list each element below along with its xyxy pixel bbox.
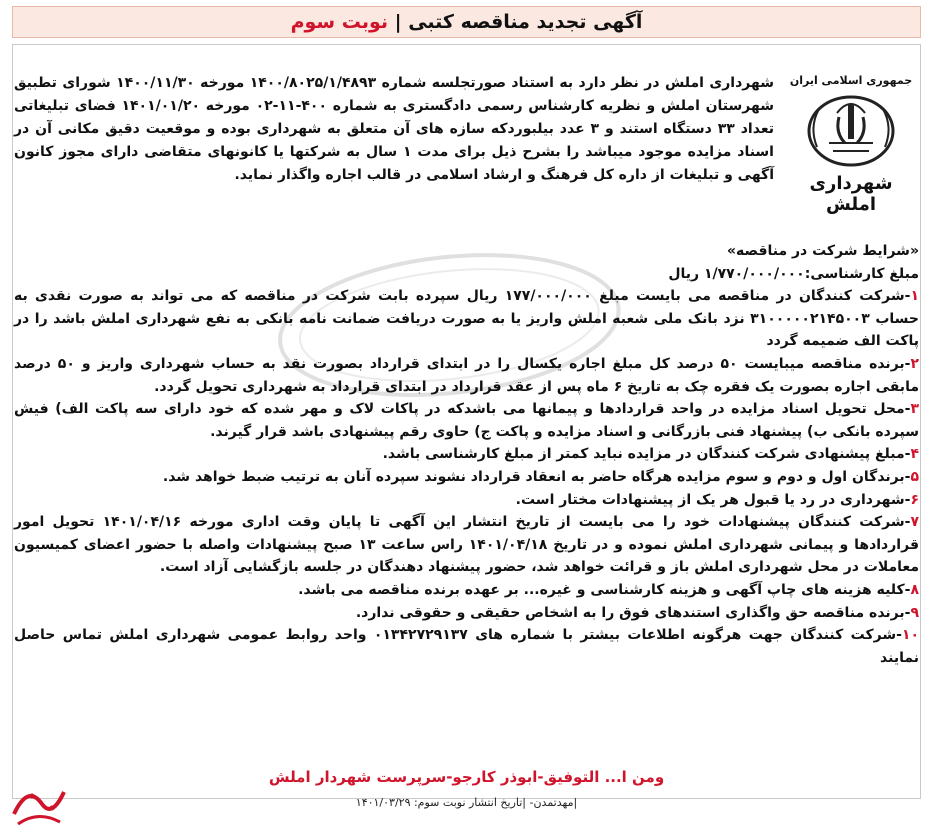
condition-item [14, 466, 919, 489]
newspaper-logo [8, 774, 68, 830]
condition-item [14, 602, 919, 625]
condition-item [14, 353, 919, 398]
expert-amount: مبلغ کارشناسی:۱/۷۷۰/۰۰۰/۰۰۰ ریال [668, 265, 919, 282]
conditions-section [14, 240, 919, 669]
notice-round: نوبت سوم [290, 11, 389, 33]
condition-item [14, 489, 919, 512]
conditions-list [14, 285, 919, 669]
condition-text: -شهرداری در رد یا قبول هر یک از پیشنهادات مختار است. [515, 491, 911, 508]
signature-line: ومن ا... التوفیق-ابوذر کارجو-سرپرست شهردار املش [268, 768, 665, 786]
condition-text: -شرکت کنندگان جهت هرگونه اطلاعات بیشتر با شماره های ۰۱۳۴۲۷۲۹۱۳۷ واحد روابط عمومی شهرداری املش تماس حاصل نمایند [14, 627, 919, 666]
condition-text: -مبلغ پیشنهادی شرکت کنندگان در مزایده نباید کمتر از مبلغ کارشناسی باشد. [382, 446, 911, 463]
condition-number: ۴ [910, 446, 919, 463]
municipality-logo [785, 74, 917, 214]
condition-text: -برنده مناقصه حق واگذاری استندهای فوق را به اشخاص حقیقی و حقوقی ندارد. [355, 604, 911, 621]
condition-number: ۵ [910, 468, 919, 485]
logo-title: شهرداری املش [809, 173, 893, 215]
condition-item [14, 285, 919, 353]
condition-text: -شرکت کنندگان پیشنهادات خود را می بایست از تاریخ انتشار این آگهی تا پایان وقت اداری مورخه ۱۴۰۱/۰۴/۱۶ تحویل امور قراردادها و پیمانی شهرداری املش نموده و در تاریخ ۱۴۰۱/۰۴/۱۸ راس ساعت ۱۳ صبح پیشنهادات واصله با حضور اعضای کمیسیون معاملات در محل شهرداری املش باز و قرائت خواهد شد، حضور پیشنهاد دهندگان در جلسه بازگشایی آزاد است. [14, 514, 919, 576]
condition-text: -شرکت کنندگان در مناقصه می بایست مبلغ ۱۷۷/۰۰۰/۰۰۰ ریال سپرده بابت شرکت در مناقصه که می تواند به صورت نقدی به حساب ۳۱۰۰۰۰۰۲۱۴۵۰۰۳ نزد بانک ملی شعبه املش واریز یا به صورت دریافت ضمانت نامه بانکی به نفع شهرداری املش باشد را در پاکت الف ضمیمه گردد [14, 288, 919, 350]
condition-number: ۸ [910, 581, 919, 598]
condition-text: -محل تحویل اسناد مزایده در واحد قراردادها و پیمانها می باشدکه در پاکات لاک و مهر شده که خود دارای سه پاکت الف) فیش سپرده بانکی ب) پیشنهاد فنی بازرگانی و اسناد مزایده و پاکت ج) حاوی رقم پیشنهادی باشد قرار گیرند. [14, 401, 919, 440]
condition-item [14, 579, 919, 602]
condition-number: ۱۰ [901, 627, 919, 644]
condition-text: -کلیه هزینه های چاپ آگهی و هزینه کارشناسی و غیره... بر عهده برنده مناقصه می باشد. [298, 581, 911, 598]
condition-item [14, 443, 919, 466]
condition-text: -برندگان اول و دوم و سوم مزایده هرگاه حاضر به انعقاد قرارداد نشوند سپرده آنان به ترتیب ضبط خواهد شد. [162, 468, 911, 485]
intro-paragraph: شهرداری املش در نظر دارد به استناد صورتجلسه شماره ۱۴۰۰/۸۰۲۵/۱/۴۸۹۳ مورخه ۱۴۰۰/۱۱/۳۰ شورای تطبیق شهرستان املش و نظریه کارشناس رسمی دادگستری به شماره ۴۰۰-۱۱-۰۲ مورخه ۱۴۰۱/۰۱/۲۰ فضای تبلیغاتی تعداد ۳۳ دستگاه استند و ۳ عدد بیلبوردکه سازه های آن متعلق به شهرداری بوده و موقعیت دقیق مکانی آن در اسناد مزایده موجود میباشد را بشرح ذیل برای مدت ۱ سال به شرکتها یا کانونهای متقاضی دارای مجوز کانون آگهی و تبلیغات از داره کل فرهنگ و ارشاد اسلامی در قالب اجاره واگذار نماید. [14, 75, 775, 183]
condition-item [14, 511, 919, 579]
notice-header [12, 6, 921, 38]
logo-caption: جمهوری اسلامی ایران [789, 74, 913, 87]
condition-number: ۶ [910, 491, 919, 508]
condition-item [14, 398, 919, 443]
condition-text: -برنده مناقصه میبایست ۵۰ درصد کل مبلغ اجاره یکسال را در ابتدای قرارداد بصورت نقد به حساب شهرداری واریز و ۵۰ درصد مابقی اجاره بصورت یک فقره چک به تاریخ ۶ ماه پس از عقد قرارداد در ابتدای قرارداد به شهرداری تحویل گردد. [14, 355, 919, 395]
condition-number: ۷ [910, 514, 919, 531]
emblem-icon [799, 87, 903, 167]
condition-number: ۳ [910, 401, 919, 418]
conditions-title: «شرایط شرکت در مناقصه» [726, 243, 919, 259]
condition-number: ۲ [910, 355, 920, 372]
publication-footer: |مهدتمدن- |تاریخ انتشار نوبت سوم: ۱۴۰۱/۰۳/۲۹ [355, 796, 578, 809]
condition-number: ۱ [910, 288, 919, 305]
notice-title: آگهی تجدید مناقصه کتبی | [394, 11, 643, 33]
condition-item [14, 624, 919, 669]
condition-number: ۹ [910, 604, 919, 621]
